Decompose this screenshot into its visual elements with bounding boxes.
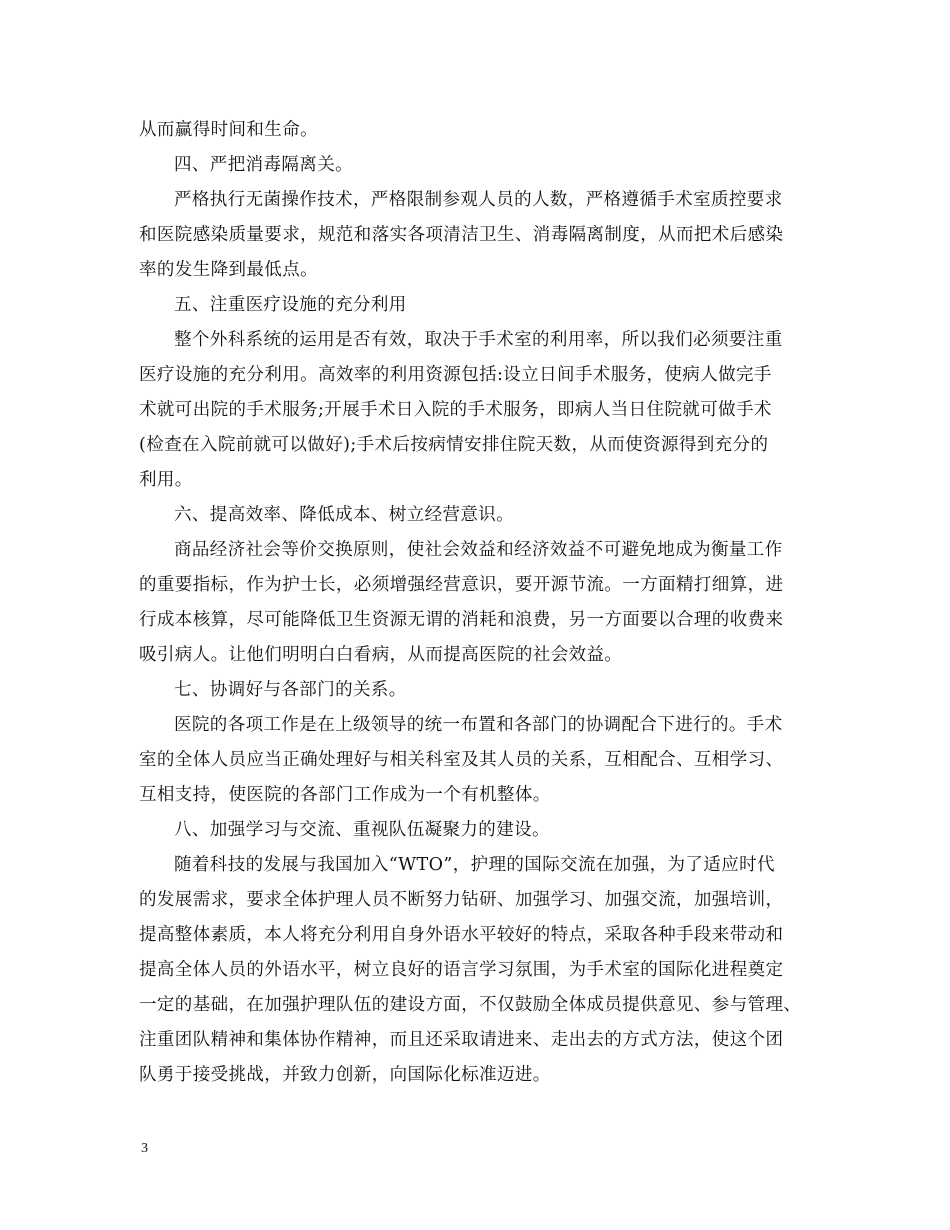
body-text-line: 和医院感染质量要求，规范和落实各项清洁卫生、消毒隔离制度，从而把术后感染 [139, 225, 784, 245]
section-heading-7: 七、协调好与各部门的关系。 [174, 680, 407, 700]
body-text-line: (检查在入院前就可以做好);手术后按病情安排住院天数，从而使资源得到充分的 [139, 435, 769, 455]
body-text-line: 行成本核算，尽可能降低卫生资源无谓的消耗和浪费，另一方面要以合理的收费来 [139, 610, 784, 630]
body-text-line: 提高整体素质，本人将充分利用自身外语水平较好的特点，采取各种手段来带动和 [139, 925, 784, 945]
body-text-line: 严格执行无菌操作技术，严格限制参观人员的人数，严格遵循手术室质控要求 [174, 190, 783, 210]
body-text-line: 的重要指标，作为护士长，必须增强经营意识，要开源节流。一方面精打细算，进 [139, 575, 784, 595]
body-text-line: 一定的基础，在加强护理队伍的建设方面，不仅鼓励全体成员提供意见、参与管理、 [139, 995, 802, 1015]
page-number: 3 [141, 1141, 148, 1156]
body-text-line: 从而赢得时间和生命。 [139, 120, 318, 140]
section-heading-4: 四、严把消毒隔离关。 [174, 155, 353, 175]
section-heading-6: 六、提高效率、降低成本、树立经营意识。 [174, 505, 515, 525]
body-text-line: 的发展需求，要求全体护理人员不断努力钻研、加强学习、加强交流，加强培训， [139, 890, 784, 910]
body-text-line: 商品经济社会等价交换原则，使社会效益和经济效益不可避免地成为衡量工作 [174, 540, 783, 560]
body-text-line: 吸引病人。让他们明明白白看病，从而提高医院的社会效益。 [139, 645, 623, 665]
body-text-line: 率的发生降到最低点。 [139, 260, 318, 280]
body-text-line: 室的全体人员应当正确处理好与相关科室及其人员的关系，互相配合、互相学习、 [139, 750, 784, 770]
body-text-line: 整个外科系统的运用是否有效，取决于手术室的利用率，所以我们必须要注重 [174, 330, 783, 350]
section-heading-8: 八、加强学习与交流、重视队伍凝聚力的建设。 [174, 820, 550, 840]
body-text-line: 随着科技的发展与我国加入“WTO”，护理的国际交流在加强，为了适应时代 [174, 855, 775, 875]
body-text-line: 医院的各项工作是在上级领导的统一布置和各部门的协调配合下进行的。手术 [174, 715, 783, 735]
body-text-line: 术就可出院的手术服务;开展手术日入院的手术服务，即病人当日住院就可做手术 [139, 400, 772, 420]
body-text-line: 队勇于接受挑战，并致力创新，向国际化标准迈进。 [139, 1065, 551, 1085]
body-text-line: 互相支持，使医院的各部门工作成为一个有机整体。 [139, 785, 551, 805]
body-text-line: 医疗设施的充分利用。高效率的利用资源包括:设立日间手术服务，使病人做完手 [139, 365, 772, 385]
body-text-line: 提高全体人员的外语水平，树立良好的语言学习氛围，为手术室的国际化进程奠定 [139, 960, 784, 980]
section-heading-5: 五、注重医疗设施的充分利用 [174, 295, 407, 315]
body-text-line: 注重团队精神和集体协作精神，而且还采取请进来、走出去的方式方法，使这个团 [139, 1030, 784, 1050]
body-text-line: 利用。 [139, 470, 193, 490]
